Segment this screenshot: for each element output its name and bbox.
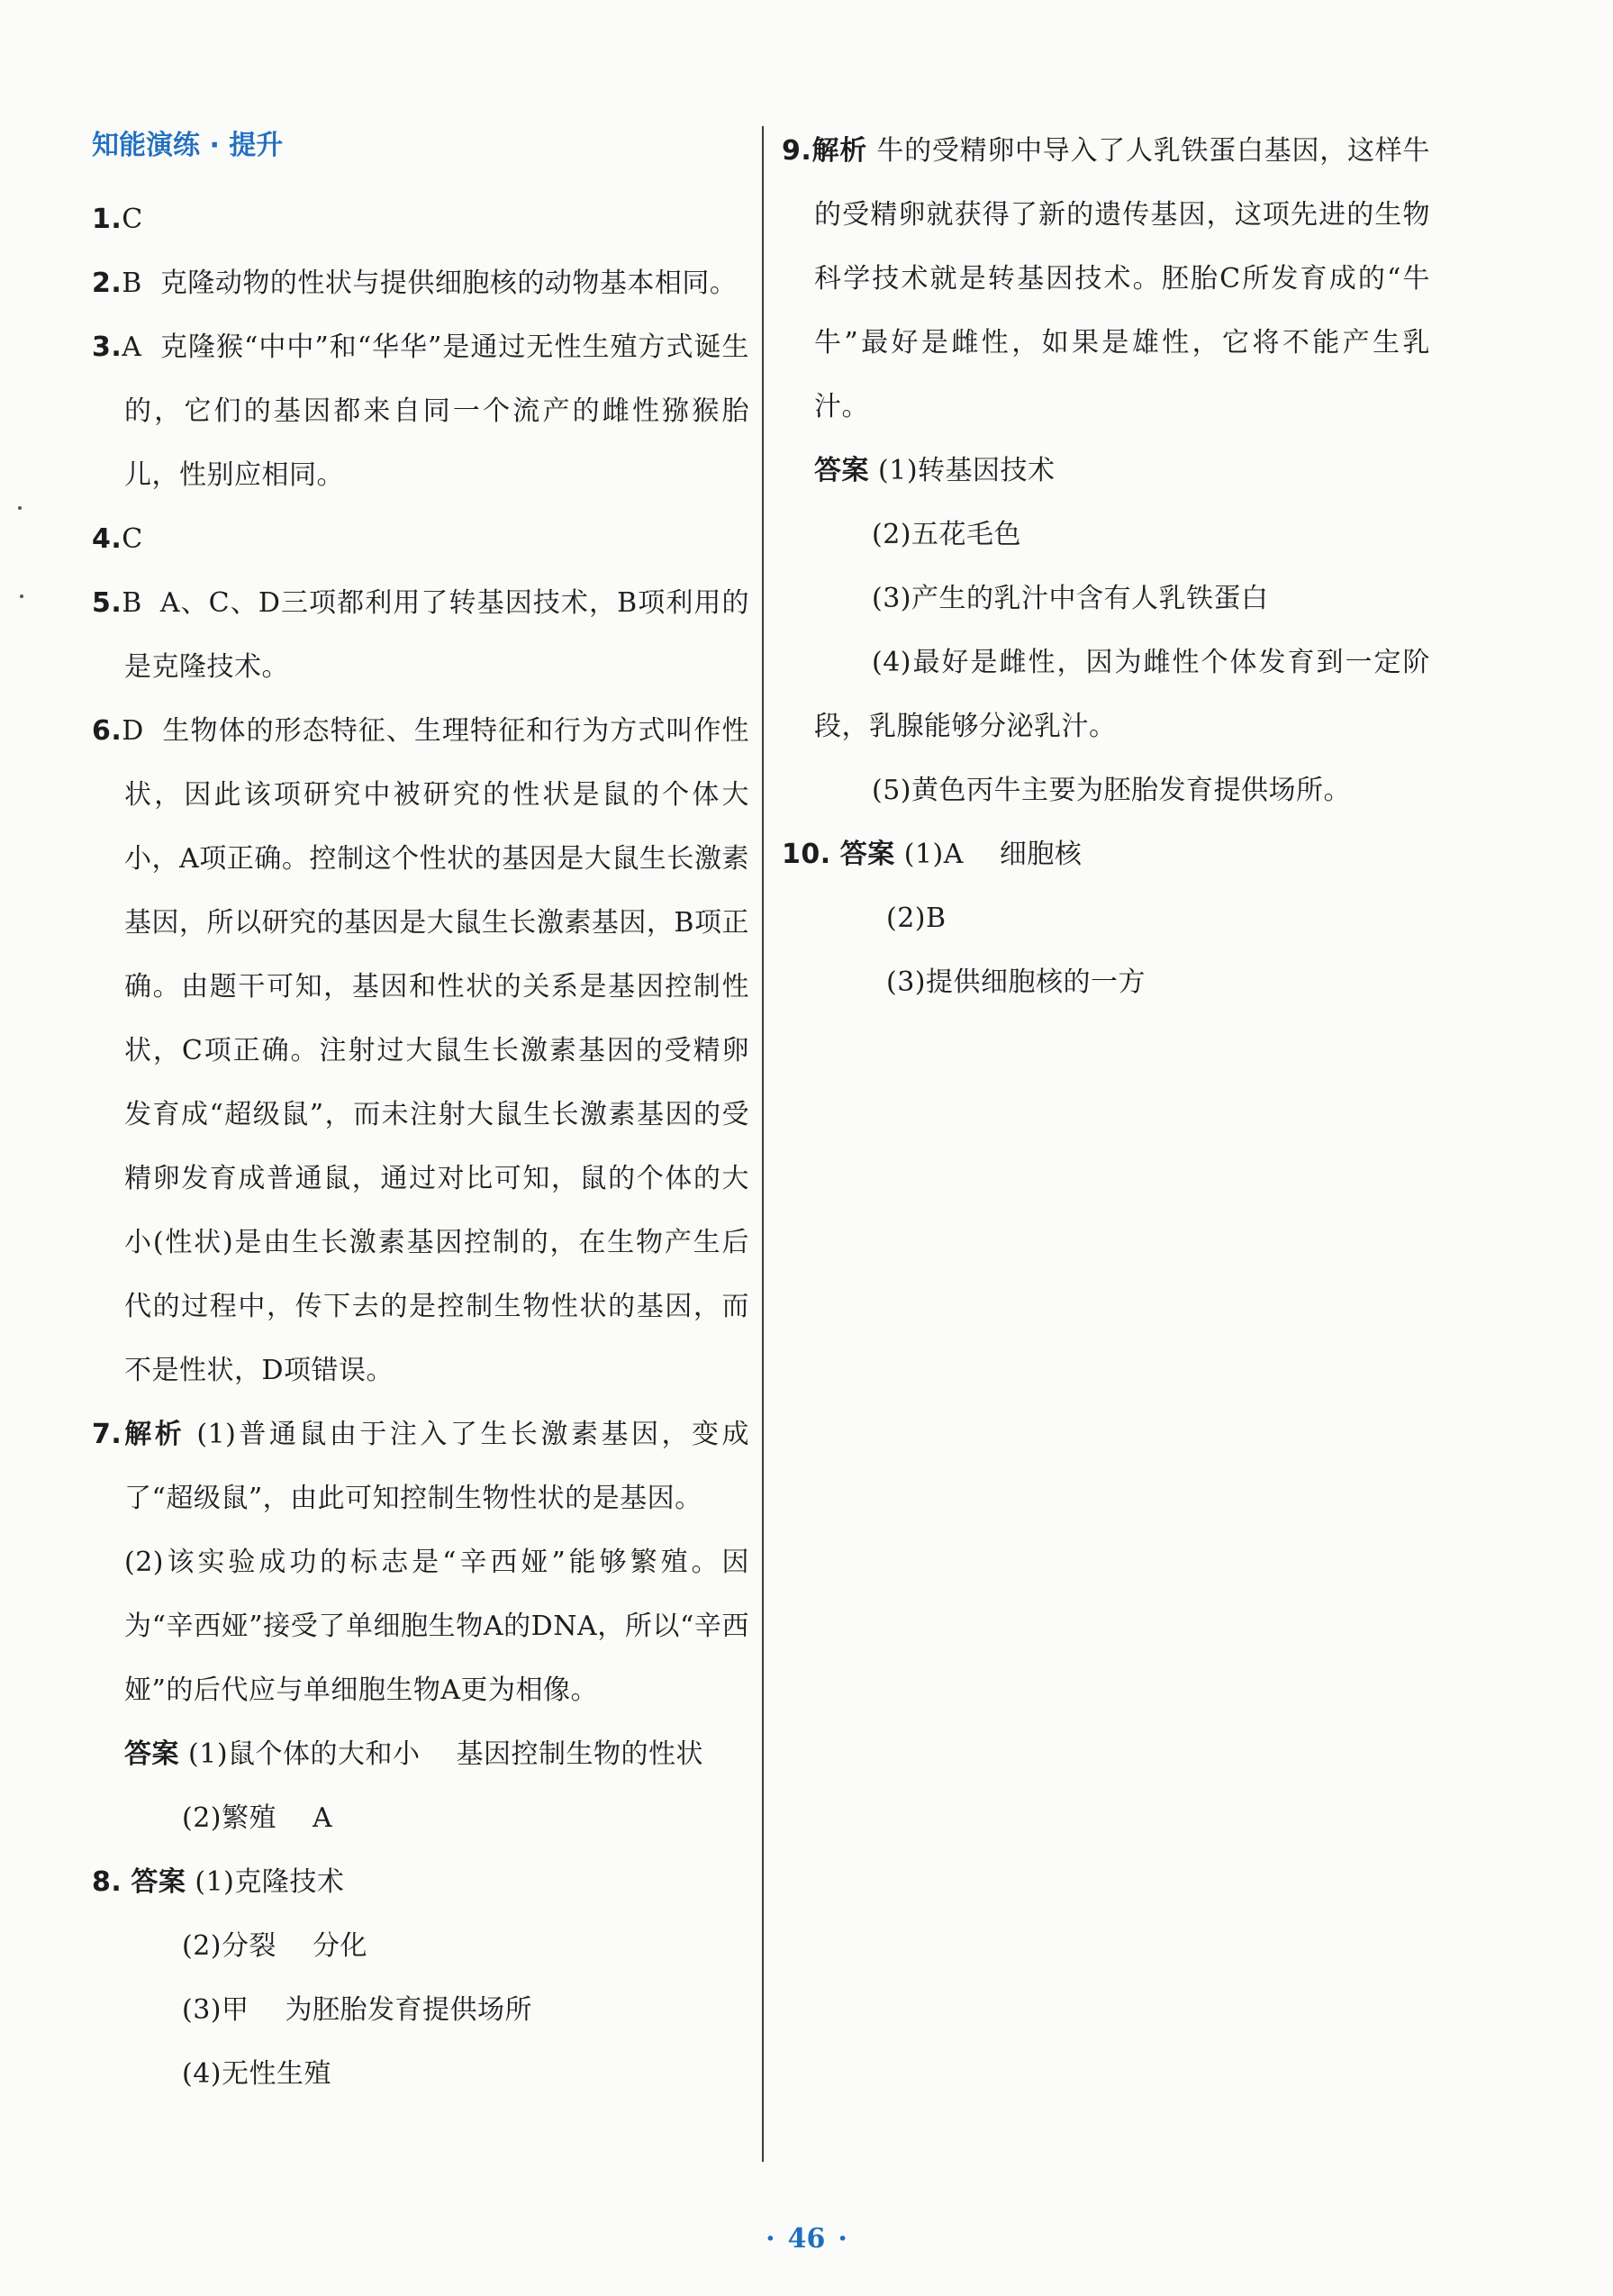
answer-item-8: 8. 答案 (1)克隆技术 — [92, 1866, 345, 1898]
answer-item-7: 7.解析 (1)普通鼠由于注入了生长激素基因，变成了“超级鼠”，由此可知控制生物性状的是基因。 (2)该实验成功的标志是“辛西娅”能够繁殖。因为“辛西娅”接受了单细胞生物A的DNA，所以“辛西娅”的后代应与单细胞生物A更为相像。 — [92, 1419, 749, 1706]
answer-item-9: 9.解析 牛的受精卵中导入了人乳铁蛋白基因，这样牛的受精卵就获得了新的遗传基因，这项先进的生物科学技术就是转基因技术。胚胎C所发育成的“牛牛”最好是雌性，如果是雄性，它将不能产生乳汁。 — [782, 135, 1431, 422]
answer-item-2: 2.B 克隆动物的性状与提供细胞核的动物基本相同。 — [92, 268, 738, 299]
margin-dot — [18, 506, 22, 510]
answer-label: 答案 — [131, 1866, 186, 1898]
page-number: · 46 · — [766, 2223, 847, 2255]
answer-label: 答案 — [839, 839, 895, 870]
answer-8-part4: (4)无性生殖 — [182, 2058, 331, 2090]
answer-10-part2: (2)B — [886, 903, 947, 934]
answer-9-key: 答案 (1)转基因技术 — [814, 455, 1056, 486]
answer-8-part3: (3)甲 为胚胎发育提供场所 — [182, 1994, 532, 2026]
analysis-label: 解析 — [811, 135, 868, 167]
answer-8-part2: (2)分裂 分化 — [182, 1930, 367, 1962]
answer-item-10: 10. 答案 (1)A 细胞核 — [782, 839, 1083, 870]
section-title: 知能演练 · 提升 — [92, 130, 284, 161]
left-column — [92, 124, 749, 2106]
answer-item-5: 5.B A、C、D三项都利用了转基因技术，B项利用的是克隆技术。 — [92, 587, 749, 683]
answer-label: 答案 — [814, 455, 869, 486]
answer-7-key: 答案 (1)鼠个体的大和小 基因控制生物的性状 — [124, 1738, 704, 1770]
margin-dot — [20, 594, 23, 598]
answer-9-part3: (3)产生的乳汁中含有人乳铁蛋白 — [872, 583, 1269, 614]
answer-item-4: 4.C — [92, 523, 143, 555]
answer-item-3: 3.A 克隆猴“中中”和“华华”是通过无性生殖方式诞生的，它们的基因都来自同一个流产的雌性猕猴胎儿，性别应相同。 — [92, 331, 749, 491]
column-divider — [762, 126, 764, 2162]
right-column — [782, 124, 1430, 1014]
answer-10-part3: (3)提供细胞核的一方 — [886, 966, 1146, 998]
answer-label: 答案 — [124, 1738, 179, 1770]
answer-9-part5: (5)黄色丙牛主要为胚胎发育提供场所。 — [872, 775, 1351, 806]
answer-item-1: 1.C — [92, 204, 143, 235]
answer-7-part2: (2)繁殖 A — [182, 1802, 333, 1834]
analysis-label: 解析 — [122, 1419, 186, 1450]
answer-9-part4: (4)最好是雌性，因为雌性个体发育到一定阶段，乳腺能够分泌乳汁。 — [814, 647, 1430, 742]
answer-9-part2: (2)五花毛色 — [872, 519, 1021, 550]
answer-item-6: 6.D 生物体的形态特征、生理特征和行为方式叫作性状，因此该项研究中被研究的性状是鼠的个体大小，A项正确。控制这个性状的基因是大鼠生长激素基因，所以研究的基因是大鼠生长激素基因，B项正确。由题干可知，基因和性状的关系是基因控制性状，C项正确。注射过大鼠生长激素基因的受精卵发育成“超级鼠”，而未注射大鼠生长激素基因的受精卵发育成普通鼠，通过对比可知，鼠的个体的大小(性状)是由生长激素基因控制的，在生物产生后代的过程中，传下去的是控制生物性状的基因，而不是性状，D项错误。 — [92, 715, 749, 1386]
